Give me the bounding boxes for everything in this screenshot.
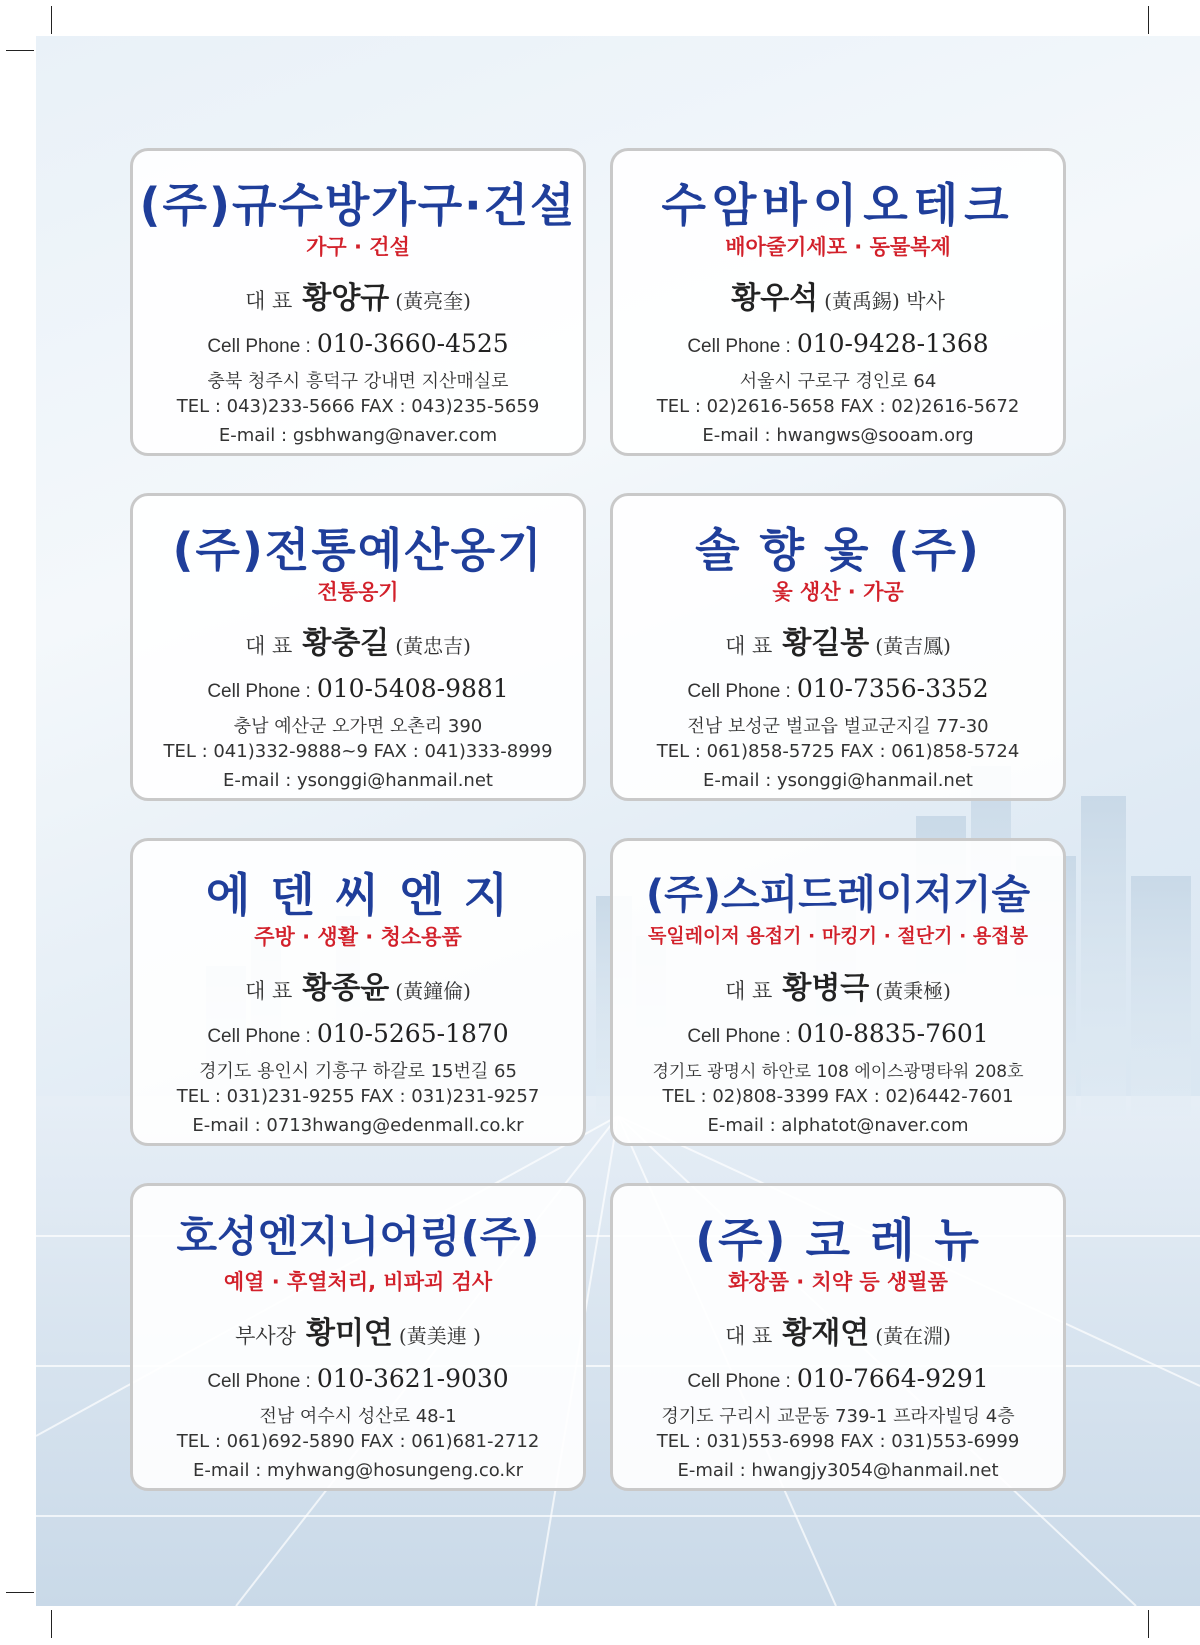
person-hanja: (黃秉極) [875,979,951,1003]
role-label: 부사장 [235,1324,296,1348]
person-hanja: (黃忠吉) [395,634,471,658]
phone-label: Cell Phone : [207,1026,311,1047]
email: E-mail : ysonggi@hanmail.net [223,770,493,791]
email: E-mail : gsbhwang@naver.com [218,425,498,446]
business-card [130,493,586,801]
email: E-mail : myhwang@hosungeng.co.kr [193,1460,523,1481]
cell-phone [133,1019,583,1048]
phone-number: 010-3660-4525 [316,329,509,358]
address: 서울시 구로구 경인로 64 [739,371,937,392]
person-hanja: (黃禹錫) 박사 [824,289,945,313]
business-type: 전통옹기 [317,580,399,604]
tel-fax: TEL : 031)231-9255 FAX : 031)231-9257 [176,1086,540,1107]
business-type: 주방 · 생활 · 청소용품 [254,925,462,949]
person-name: 황병극 [782,971,870,1006]
tel-fax: TEL : 061)858-5725 FAX : 061)858-5724 [656,741,1020,762]
role-label: 대 표 [725,634,773,658]
phone-label: Cell Phone : [687,1026,791,1047]
company-name: (주)스피드레이저기술 [645,872,1031,918]
tel-fax: TEL : 02)808-3399 FAX : 02)6442-7601 [662,1086,1014,1107]
address: 전남 여수시 성산로 48-1 [259,1406,457,1427]
address: 충북 청주시 흥덕구 강내면 지산매실로 [207,371,509,392]
crop-mark-bottom-left-v [51,1610,52,1638]
address: 경기도 용인시 기흥구 하갈로 15번길 65 [199,1061,517,1082]
business-type: 배아줄기세포 · 동물복제 [725,235,951,259]
email: E-mail : hwangjy3054@hanmail.net [677,1460,999,1481]
tel-fax: TEL : 02)2616-5658 FAX : 02)2616-5672 [656,396,1020,417]
crop-mark-bottom-right-v [1148,1610,1149,1638]
representative [613,618,1063,662]
phone-number: 010-5265-1870 [316,1019,509,1048]
person-name: 황길봉 [782,626,870,661]
person-hanja: (黃鐘倫) [395,979,471,1003]
business-card [610,148,1066,456]
email: E-mail : ysonggi@hanmail.net [703,770,973,791]
tel-fax: TEL : 043)233-5666 FAX : 043)235-5659 [176,396,540,417]
person-hanja: (黃吉鳳) [875,634,951,658]
company-name: (주) 코 레 뉴 [695,1213,981,1267]
address: 전남 보성군 벌교읍 벌교군지길 77-30 [687,716,989,737]
person-name: 황충길 [302,626,390,661]
company-name: (주)전통예산옹기 [172,523,544,577]
business-type: 예열 · 후열처리, 비파괴 검사 [223,1270,493,1294]
cell-phone [613,329,1063,358]
person-name: 황미연 [305,1316,393,1351]
role-label: 대 표 [245,634,293,658]
person-name: 황종윤 [302,971,390,1006]
phone-label: Cell Phone : [207,1371,311,1392]
company-name: (주)규수방가구·건설 [139,178,577,232]
representative [613,1308,1063,1352]
phone-number: 010-8835-7601 [796,1019,989,1048]
business-card [130,148,586,456]
tel-fax: TEL : 061)692-5890 FAX : 061)681-2712 [176,1431,540,1452]
person-name: 황우석 [731,281,819,316]
representative [133,618,583,662]
business-card [610,838,1066,1146]
company-name: 호성엔지니어링(주) [176,1212,540,1261]
phone-number: 010-9428-1368 [796,329,989,358]
business-type: 가구 · 건설 [306,235,410,259]
cell-phone [133,329,583,358]
person-hanja: (黃在淵) [875,1324,951,1348]
crop-mark-top-right-v [1148,6,1149,34]
business-card [130,838,586,1146]
crop-mark-bottom-left-h [6,1592,34,1593]
tel-fax: TEL : 031)553-6998 FAX : 031)553-6999 [656,1431,1020,1452]
cell-phone [133,674,583,703]
email: E-mail : hwangws@sooam.org [702,425,974,446]
representative [133,963,583,1007]
company-name: 솔 향 옻 (주) [695,523,981,577]
company-name: 에 덴 씨 엔 지 [205,868,511,922]
address: 경기도 광명시 하안로 108 에이스광명타워 208호 [652,1062,1024,1082]
cell-phone [613,1364,1063,1393]
role-label: 대 표 [725,979,773,1003]
phone-number: 010-7356-3352 [796,674,989,703]
person-name: 황양규 [302,281,390,316]
role-label: 대 표 [245,979,293,1003]
cell-phone [613,674,1063,703]
cell-phone [613,1019,1063,1048]
crop-mark-top-left-v [51,6,52,34]
business-type: 옻 생산 · 가공 [772,580,904,604]
crop-mark-top-left-h [6,50,34,51]
business-type: 화장품 · 치약 등 생필품 [728,1270,948,1294]
business-card [130,1183,586,1491]
phone-number: 010-5408-9881 [316,674,509,703]
person-hanja: (黃亮奎) [395,289,471,313]
phone-label: Cell Phone : [207,681,311,702]
company-name: 수암바이오테크 [661,178,1015,232]
tel-fax: TEL : 041)332-9888~9 FAX : 041)333-8999 [163,741,553,762]
role-label: 대 표 [725,1324,773,1348]
representative [133,1308,583,1352]
email: E-mail : alphatot@naver.com [707,1115,969,1136]
representative [613,963,1063,1007]
representative [613,273,1063,317]
page-background [36,36,1200,1606]
business-card [610,493,1066,801]
person-name: 황재연 [782,1316,870,1351]
representative [133,273,583,317]
phone-number: 010-7664-9291 [796,1364,989,1393]
cell-phone [133,1364,583,1393]
phone-label: Cell Phone : [687,336,791,357]
role-label: 대 표 [245,289,293,313]
business-card [610,1183,1066,1491]
address: 경기도 구리시 교문동 739-1 프라자빌딩 4층 [661,1406,1015,1427]
business-type: 독일레이저 용접기 · 마킹기 · 절단기 · 용접봉 [648,925,1028,947]
phone-label: Cell Phone : [207,336,311,357]
phone-label: Cell Phone : [687,1371,791,1392]
email: E-mail : 0713hwang@edenmall.co.kr [192,1115,524,1136]
phone-number: 010-3621-9030 [316,1364,509,1393]
address: 충남 예산군 오가면 오촌리 390 [233,716,483,737]
phone-label: Cell Phone : [687,681,791,702]
person-hanja: (黃美連 ) [398,1324,481,1348]
